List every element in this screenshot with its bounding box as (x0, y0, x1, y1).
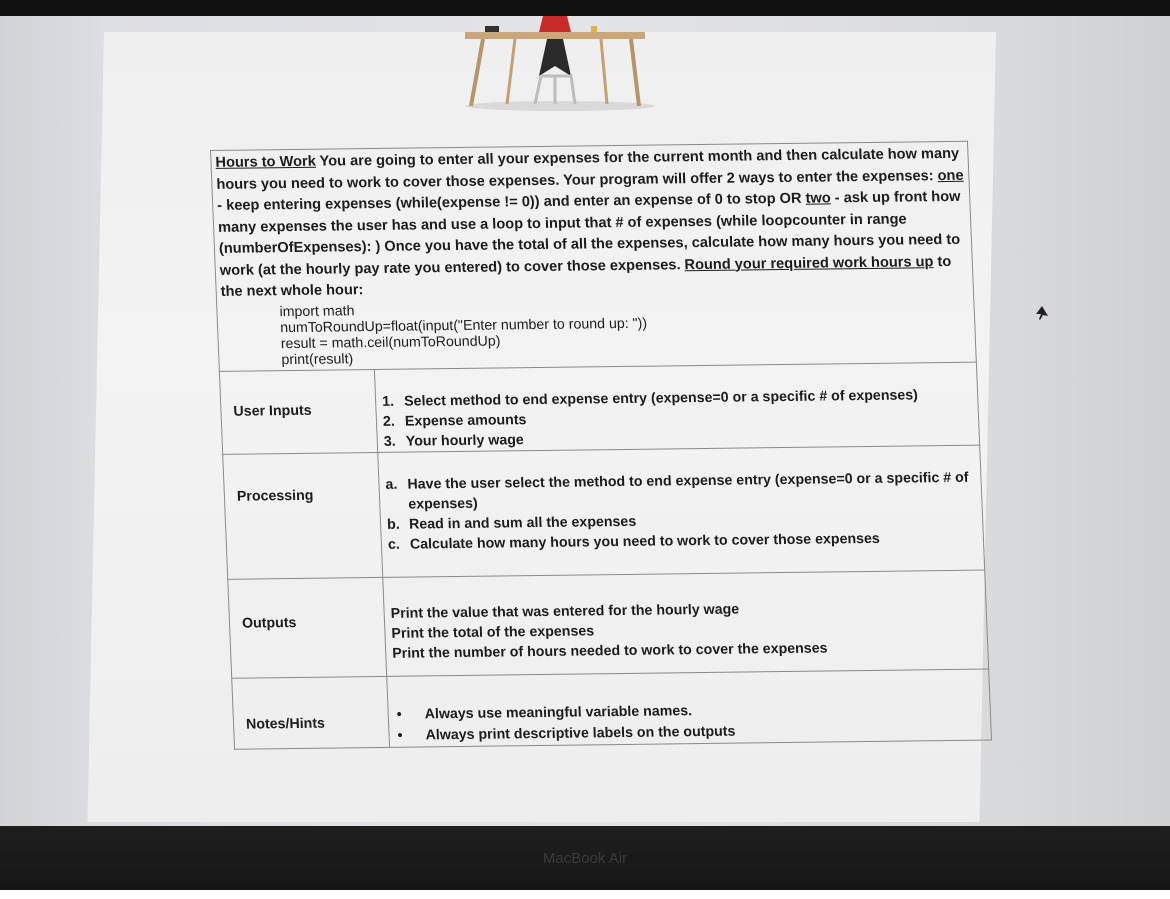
intro-text-1: You are going to enter all your expenses for the current month and then calculate how many hours you need to work to cover those expenses. Your program will offer 2 ways to enter the expenses: (216, 145, 960, 193)
notes-body (387, 669, 992, 747)
processing-body (378, 445, 985, 577)
outputs-label-cell (228, 577, 387, 678)
laptop-brand-label: MacBook Air (542, 850, 628, 867)
option-two-label: two (805, 190, 832, 207)
user-inputs-label-cell (219, 369, 377, 454)
user-inputs-label: User Inputs (233, 402, 312, 420)
mug (591, 26, 597, 32)
outputs-label: Outputs (241, 614, 297, 632)
list-marker: 2. (382, 413, 396, 430)
desk-illustration (455, 16, 655, 111)
list-item-text: Read in and sum all the expenses (408, 513, 637, 533)
processing-label: Processing (236, 487, 314, 505)
code-line: print(result) (281, 350, 354, 368)
list-item: Print the number of hours needed to work to cover the expenses (391, 639, 828, 662)
outputs-row (228, 570, 989, 678)
mouse-pointer-icon (1036, 306, 1048, 320)
bottom-edge (0, 890, 1170, 899)
top-edge (0, 0, 1170, 16)
user-inputs-list (382, 384, 969, 451)
list-item: Print the value that was entered for the hourly wage (390, 601, 740, 622)
code-line: numToRoundUp=float(input("Enter number to round up: ")) (279, 315, 648, 336)
person-legs (539, 39, 571, 76)
list-item-text: Your hourly wage (405, 431, 525, 450)
code-snippet (279, 295, 972, 367)
bullet-icon: • (397, 727, 403, 744)
list-marker: a. (385, 476, 398, 493)
notes-label-cell (232, 676, 390, 749)
processing-list (385, 467, 973, 554)
person-top (539, 16, 571, 32)
code-line: result = math.ceil(numToRoundUp) (280, 332, 501, 352)
bullet-icon: • (396, 706, 403, 723)
monitor-base (485, 26, 499, 32)
desk-top (465, 32, 645, 39)
list-item: Print the total of the expenses (391, 622, 595, 642)
notes-label: Notes/Hints (245, 715, 326, 733)
outputs-list (390, 596, 977, 663)
list-marker: c. (387, 536, 401, 553)
chair (535, 76, 575, 104)
notes-row (232, 669, 992, 749)
pointer-shape (1036, 306, 1048, 320)
assignment-content (210, 141, 994, 750)
code-line: import math (279, 302, 355, 320)
user-inputs-body (374, 362, 979, 452)
outputs-body (383, 570, 989, 676)
intro-text-2: - keep entering expenses (while(expense != 0)) and enter an expense of 0 to stop OR (216, 190, 806, 214)
list-marker: b. (386, 516, 401, 533)
round-note: Round your required work hours up (684, 253, 934, 273)
list-item-text: Always use meaningful variable names. (424, 702, 693, 722)
list-marker: 3. (383, 433, 396, 450)
intro-section (210, 141, 977, 371)
list-item-text: Select method to end expense entry (expense=0 or a specific # of expenses) (403, 386, 919, 410)
processing-row (223, 445, 985, 579)
illustration-shadow (465, 101, 655, 111)
option-one-label: one (937, 167, 964, 184)
list-item-text: Expense amounts (404, 411, 527, 430)
list-item-text: Calculate how many hours you need to work to cover those expenses (409, 530, 881, 553)
intro-text-3: - ask up front how many expenses the user has and use a loop to input that # of expenses (while loopcounter in range (numberOfExpenses): ) Once you have the total of all the expenses, calculate how many hours you need to work (at the hourly pay rate you entered) to cover those expenses. (217, 188, 961, 279)
desk-leg-back-left (507, 39, 515, 104)
list-item-text: Always print descriptive labels on the outputs (425, 723, 736, 743)
user-inputs-row (219, 362, 979, 454)
assignment-title: Hours to Work (215, 153, 317, 171)
desk-leg-left (471, 39, 483, 106)
notes-list (394, 697, 981, 746)
intro-text-4: to the next whole hour: (220, 253, 952, 300)
processing-label-cell (223, 452, 383, 579)
list-item-text: Have the user select the method to end expense entry (expense=0 or a specific # of expenses) (407, 469, 969, 513)
desk-leg-right (631, 39, 639, 106)
desk-leg-back-right (601, 39, 607, 104)
list-marker: 1. (381, 393, 395, 410)
spec-table (219, 361, 992, 749)
